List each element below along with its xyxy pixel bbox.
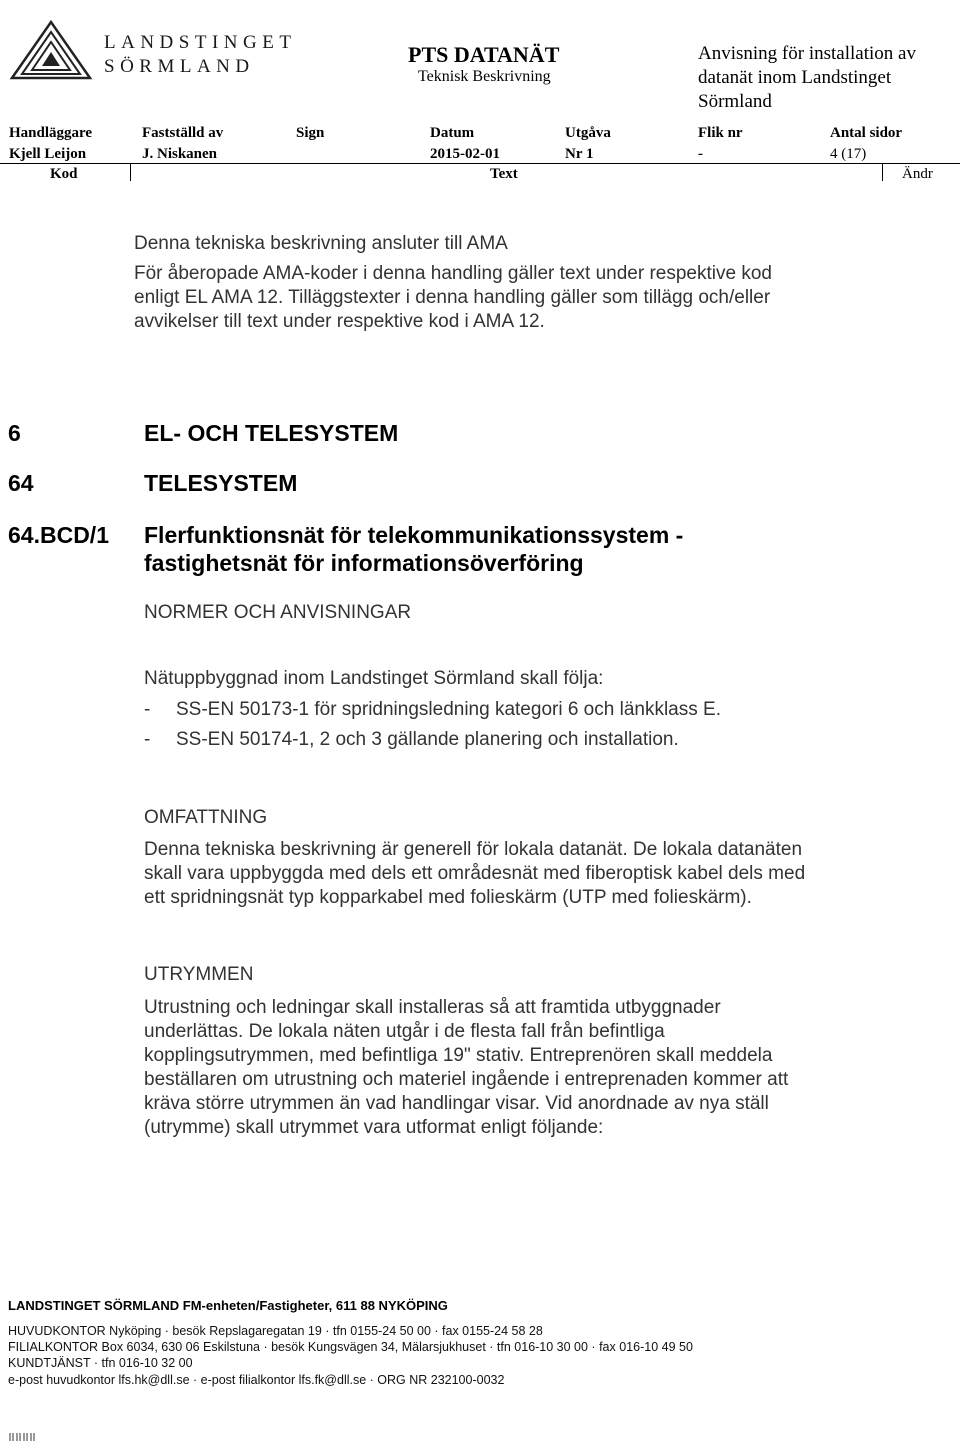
section-6-code: 6 [8, 420, 21, 446]
faststalld-value: J. Niskanen [142, 146, 218, 162]
column-kod: Kod [50, 166, 78, 182]
header-divider [0, 163, 960, 164]
utrymmen-heading: UTRYMMEN [144, 964, 254, 985]
omfattning-line-1: Denna tekniska beskrivning är generell för lokala datanät. De lokala datanäten [144, 839, 803, 860]
datum-label: Datum [430, 125, 475, 141]
utrymmen-line-1: Utrustning och ledningar skall installeras så att framtida utbyggnader [144, 997, 721, 1018]
intro-line-2: För åberopade AMA-koder i denna handling gäller text under respektive kod [134, 263, 772, 284]
footer-branch-office: FILIALKONTOR Box 6034, 630 06 Eskilstuna · besök Kungsvägen 34, Mälarsjukhuset · tfn 016-10 30 00 · fax 016-10 49 50 [8, 1340, 693, 1354]
intro-line-3: enligt EL AMA 12. Tilläggstexter i denna handling gäller som tillägg och/eller [134, 287, 771, 308]
omfattning-heading: OMFATTNING [144, 807, 268, 828]
normer-item-1: SS-EN 50173-1 för spridningsledning kategori 6 och länkklass E. [176, 699, 721, 720]
document-subtitle: Teknisk Beskrivning [418, 68, 551, 85]
normer-item-2: SS-EN 50174-1, 2 och 3 gällande planering och installation. [176, 729, 679, 750]
footer-head-office: HUVUDKONTOR Nyköping · besök Repslagaregatan 19 · tfn 0155-24 50 00 · fax 0155-24 58 28 [8, 1324, 543, 1338]
sign-label: Sign [296, 125, 325, 141]
document-description: Anvisning för installation av datanät inom Landstinget Sörmland [698, 43, 916, 112]
column-text: Text [490, 166, 518, 182]
omfattning-line-2: skall vara uppbyggda med dels ett områdesnät med fiberoptisk kabel dels med [144, 863, 806, 884]
handlaggare-value: Kjell Leijon [9, 146, 87, 162]
footer-organization: LANDSTINGET SÖRMLAND FM-enheten/Fastigheter, 611 88 NYKÖPING [8, 1298, 448, 1313]
intro-line-1: Denna tekniska beskrivning ansluter till AMA [134, 233, 508, 254]
section-64bcd-title-line2: fastighetsnät för informationsöverföring [144, 550, 584, 576]
logo-text-line1: LANDSTINGET [104, 32, 297, 53]
column-andr: Ändr [902, 166, 933, 182]
antal-sidor-label: Antal sidor [830, 125, 903, 141]
section-64-title: TELESYSTEM [144, 470, 298, 496]
county-crest-icon [8, 18, 94, 82]
footer-customer-service: KUNDTJÄNST · tfn 016-10 32 00 [8, 1356, 193, 1370]
section-6-title: EL- OCH TELESYSTEM [144, 420, 399, 446]
handlaggare-label: Handläggare [9, 125, 93, 141]
normer-lead: Nätuppbyggnad inom Landstinget Sörmland skall följa: [144, 668, 604, 689]
datum-value: 2015-02-01 [430, 146, 500, 162]
flik-value: - [698, 146, 703, 162]
footer-email: e-post huvudkontor lfs.hk@dll.se · e-post filialkontor lfs.fk@dll.se · ORG NR 232100-0032 [8, 1373, 505, 1387]
section-64bcd-code: 64.BCD/1 [8, 522, 109, 548]
footer-mark-icon [9, 1432, 35, 1442]
utgava-value: Nr 1 [565, 146, 594, 162]
document-title: PTS DATANÄT [408, 42, 560, 67]
section-64-code: 64 [8, 470, 34, 496]
utrymmen-line-6: (utrymme) skall utrymmet vara utformat enligt följande: [144, 1117, 604, 1138]
omfattning-line-3: ett spridningsnät typ kopparkabel med folieskärm (UTP med folieskärm). [144, 887, 752, 908]
utrymmen-line-2: underlättas. De lokala näten utgår i de flesta fall från befintliga [144, 1021, 665, 1042]
column-divider-right [882, 163, 883, 181]
utrymmen-line-3: kopplingsutrymmen, med befintliga 19" stativ. Entreprenören skall meddela [144, 1045, 773, 1066]
flik-label: Flik nr [698, 125, 743, 141]
faststalld-label: Fastställd av [142, 125, 224, 141]
intro-line-4: avvikelser till text under respektive kod i AMA 12. [134, 311, 545, 332]
logo-text-line2: SÖRMLAND [104, 56, 255, 77]
section-64bcd-title-line1: Flerfunktionsnät för telekommunikationssystem - [144, 522, 684, 548]
normer-bullet-1: - [144, 699, 151, 720]
column-divider-left [130, 163, 131, 181]
normer-bullet-2: - [144, 729, 151, 750]
landstinget-logo [8, 18, 297, 88]
antal-sidor-value: 4 (17) [830, 146, 867, 162]
utrymmen-line-5: kräva större utrymmen än vad handlingar visar. Vid anordnade av nya ställ [144, 1093, 769, 1114]
utgava-label: Utgåva [565, 125, 611, 141]
normer-heading: NORMER OCH ANVISNINGAR [144, 602, 412, 623]
utrymmen-line-4: beställaren om utrustning och materiel ingående i entreprenaden kommer att [144, 1069, 789, 1090]
